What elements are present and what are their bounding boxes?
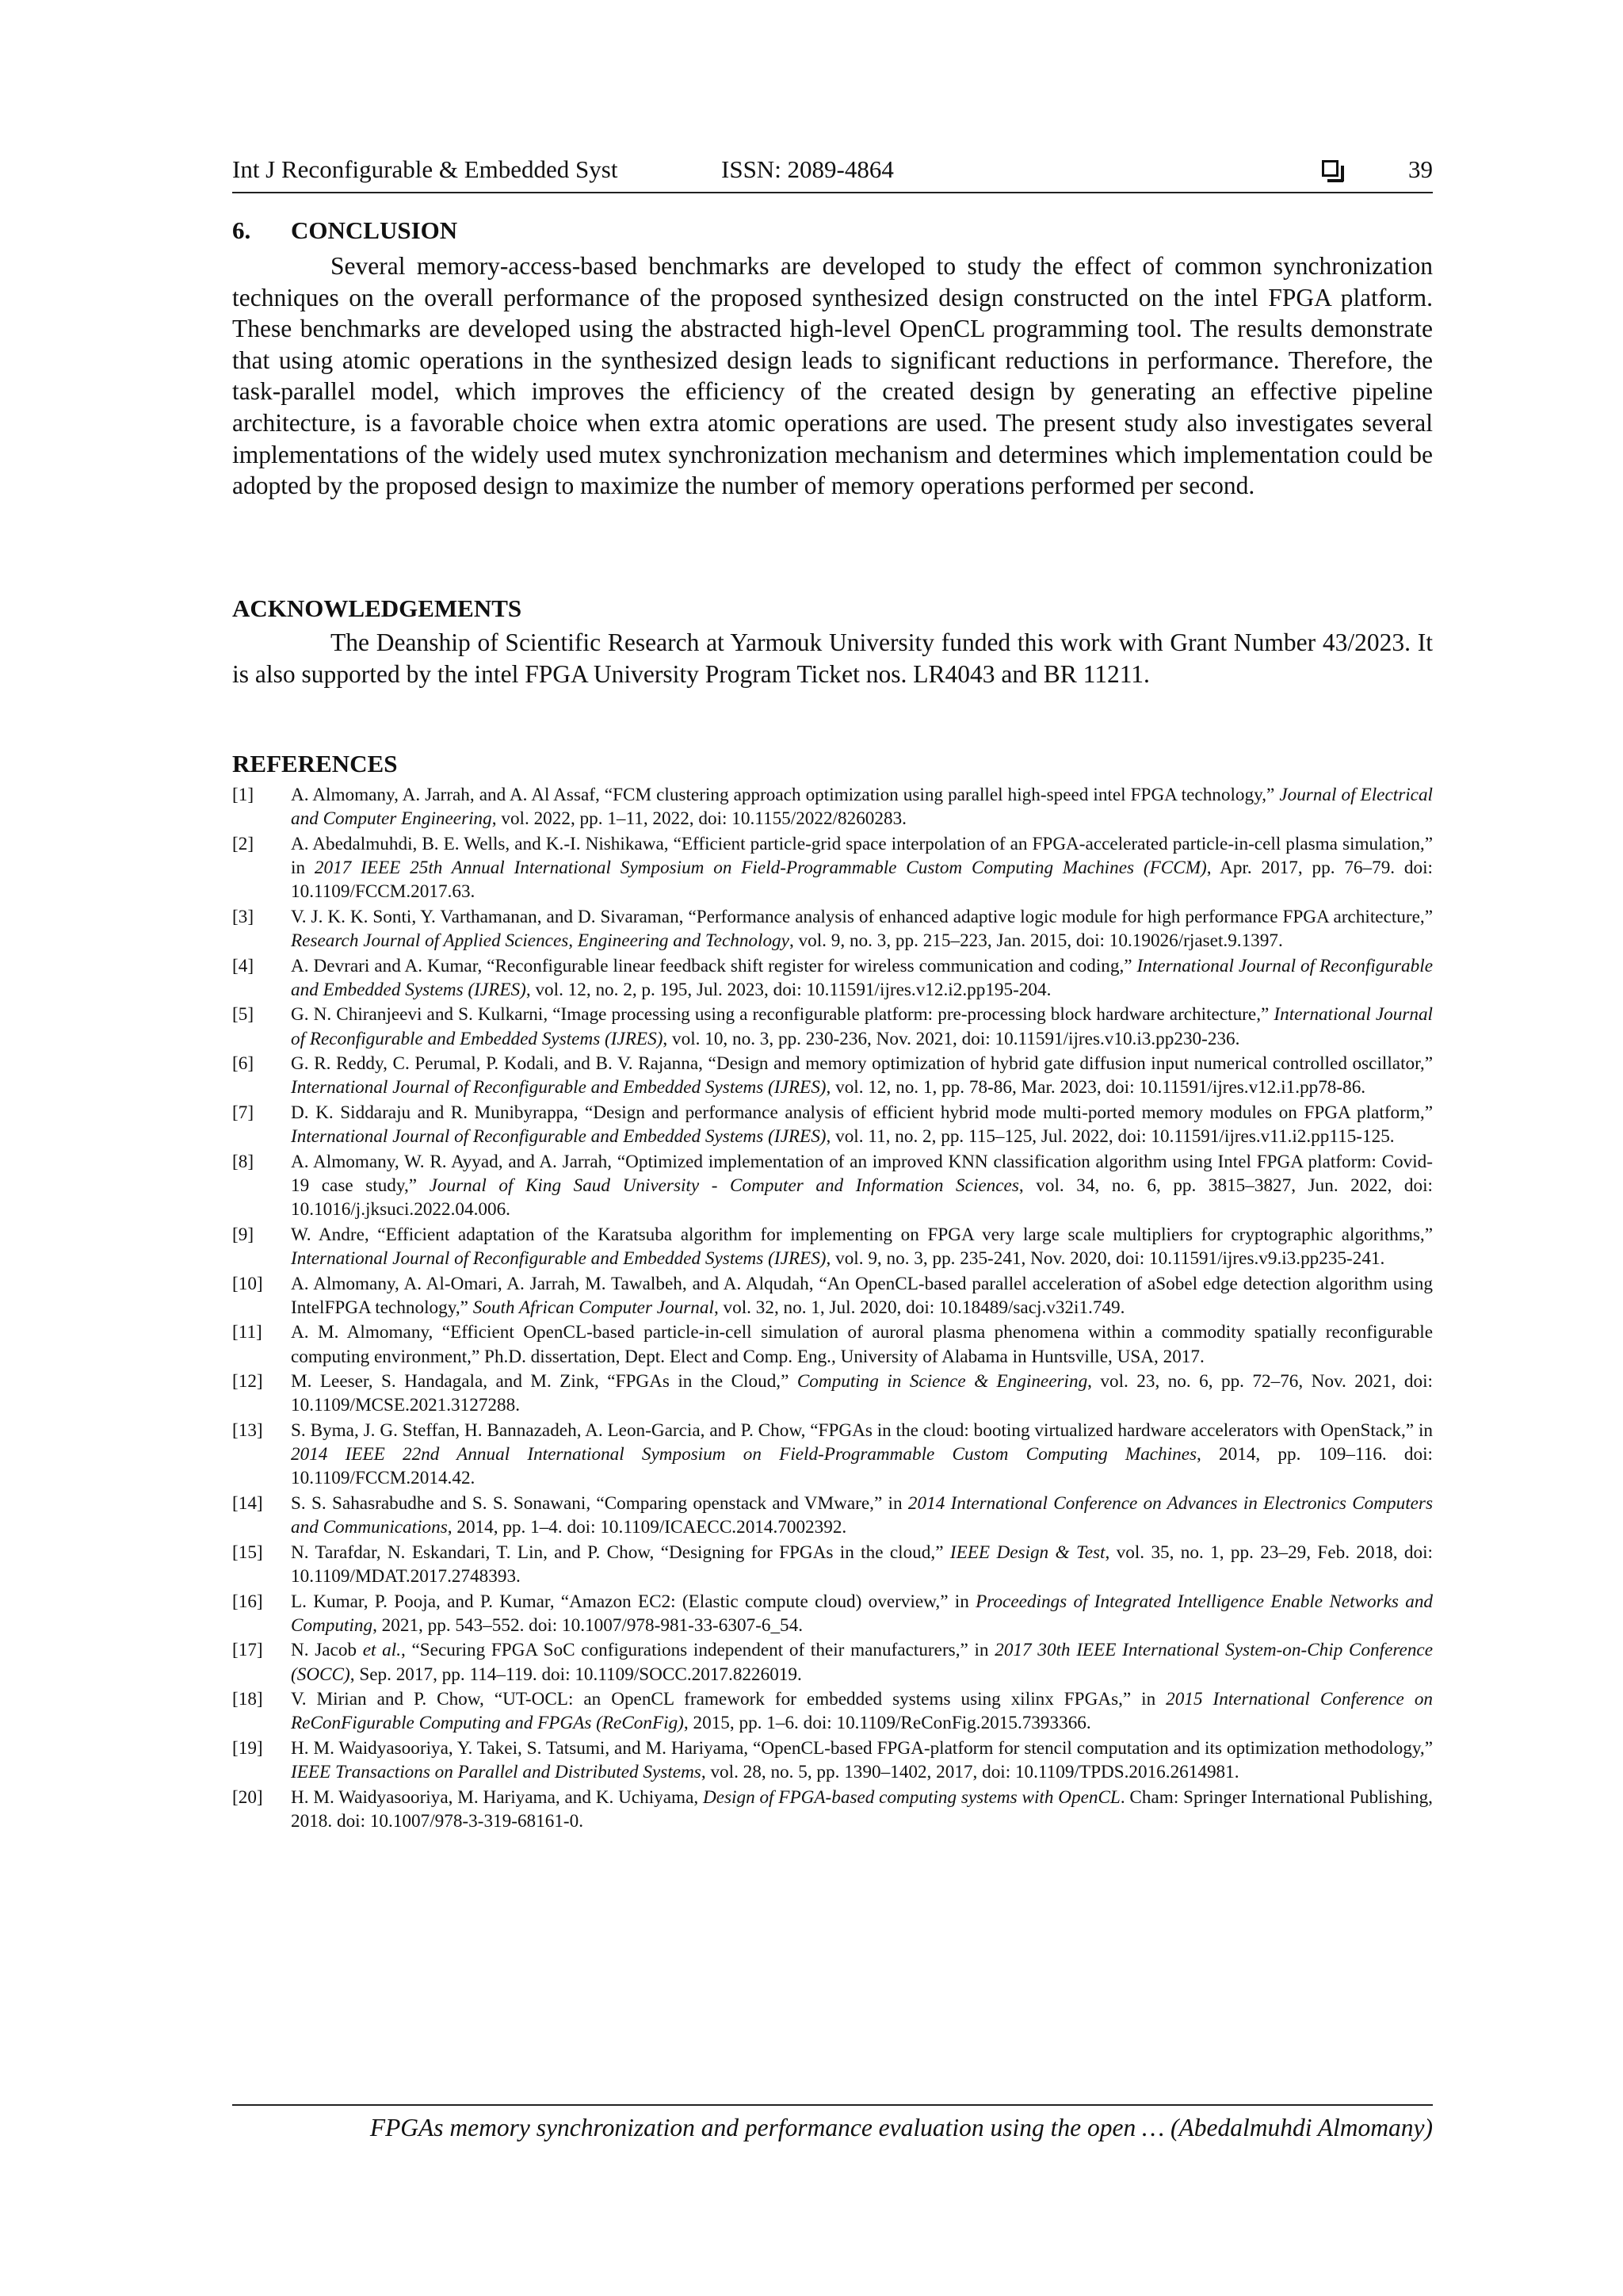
references-heading: REFERENCES: [232, 750, 398, 777]
reference-venue: IEEE Transactions on Parallel and Distributed Systems: [291, 1762, 701, 1783]
reference-venue: Research Journal of Applied Sciences, Engineering and Technology: [291, 930, 789, 951]
reference-number: [15]: [232, 1541, 263, 1563]
reference-venue: Computing in Science & Engineering: [796, 1371, 1088, 1392]
reference-number: [20]: [232, 1786, 263, 1808]
conclusion-paragraph: Several memory-access-based benchmarks are developed to study the effect of common synchronization techniques on the overall performance of the proposed synthesized design constructed on the intel FPGA platform. These benchmarks are developed using the abstracted high-level OpenCL programming tool. The results demonstrate that using atomic operations in the synthesized design leads to significant reductions in performance. Therefore, the task-parallel model, which improves the efficiency of the created design by generating an effective pipeline architecture, is a favorable choice when extra atomic operations are used. The present study also investigates several implementations of the widely used mutex synchronization mechanism and determines which implementation could be adopted by the proposed design to maximize the number of memory operations performed per second.: [232, 252, 1433, 500]
reference-venue: 2017 IEEE 25th Annual International Symposium on Field-Programmable Custom Computing Machines (FCCM): [314, 858, 1207, 878]
reference-details: , 2015, pp. 1–6. doi: 10.1109/ReConFig.2015.7393366.: [683, 1713, 1091, 1734]
reference-number: [4]: [232, 955, 254, 976]
reference-details: , 2021, pp. 543–552. doi: 10.1007/978-981-33-6307-6_54.: [372, 1614, 804, 1636]
reference-item: [232, 1370, 1433, 1417]
reference-item: [232, 1003, 1433, 1050]
reference-number: [11]: [232, 1322, 262, 1343]
reference-item: [232, 1638, 1433, 1686]
reference-text: H. M. Waidyasooriya, M. Hariyama, and K. Uchiyama,: [291, 1786, 703, 1808]
reference-details: , vol. 23, no. 6, pp. 72–76, Nov. 2021, doi: 10.1109/MCSE.2021.3127288.: [291, 1371, 1433, 1416]
reference-text: A. Abedalmuhdi, B. E. Wells, and K.-I. Nishikawa, “Efficient particle-grid space interpolation of an FPGA-accelerated particle-in-cell plasma simulation,” in: [291, 833, 1433, 878]
reference-item: [232, 1419, 1433, 1491]
reference-venue: Journal of King Saud University - Computer and Information Sciences: [429, 1175, 1019, 1196]
reference-details: , 2014, pp. 1–4. doi: 10.1109/ICAECC.2014.7002392.: [447, 1517, 847, 1538]
reference-venue: International Journal of Reconfigurable and Embedded Systems (IJRES): [291, 1126, 827, 1148]
reference-text: A. Almomany, A. Jarrah, and A. Al Assaf, “FCM clustering approach optimization using parallel high-speed intel FPGA technology,”: [291, 785, 1280, 805]
reference-number: [19]: [232, 1737, 263, 1759]
reference-item: [232, 832, 1433, 904]
reference-text: M. Leeser, S. Handagala, and M. Zink, “FPGAs in the Cloud,”: [291, 1371, 797, 1392]
reference-item: [232, 1272, 1433, 1320]
reference-venue: 2017 30th IEEE International System-on-Chip Conference (SOCC): [291, 1640, 1433, 1685]
reference-item: [232, 1492, 1433, 1539]
reference-item: [232, 1541, 1433, 1588]
reference-text: H. M. Waidyasooriya, Y. Takei, S. Tatsumi, and M. Hariyama, “OpenCL-based FPGA-platform for stencil computation and its optimization methodology,”: [291, 1737, 1433, 1759]
reference-details: , Apr. 2017, pp. 76–79. doi: 10.1109/FCCM.2017.63.: [291, 858, 1433, 903]
reference-number: [1]: [232, 785, 254, 805]
reference-number: [16]: [232, 1591, 263, 1612]
reference-text: A. M. Almomany, “Efficient OpenCL-based particle-in-cell simulation of auroral plasma phenomena within a commodity spatially reconfigurable computing environment,” Ph.D. dissertation, Dept. Elect and Comp. Eng., University of Alabama in Huntsville, USA, 2017.: [291, 1322, 1433, 1367]
reference-text: D. K. Siddaraju and R. Munibyrappa, “Design and performance analysis of efficient hybrid mode multi-ported memory modules on FPGA platform,”: [291, 1102, 1433, 1123]
reference-details: , vol. 34, no. 6, pp. 3815–3827, Jun. 2022, doi: 10.1016/j.jksuci.2022.04.006.: [291, 1175, 1434, 1221]
reference-venue: International Journal of Reconfigurable and Embedded Systems (IJRES): [291, 955, 1433, 1000]
reference-item: [232, 1736, 1433, 1784]
reference-venue: 2014 IEEE 22nd Annual International Symposium on Field-Programmable Custom Computing Machines: [291, 1444, 1197, 1465]
header-page-number: 39: [1408, 155, 1433, 183]
reference-item: [232, 783, 1433, 831]
running-header: [232, 155, 1433, 193]
reference-text: S. S. Sahasrabudhe and S. S. Sonawani, “Comparing openstack and VMware,” in: [291, 1492, 908, 1514]
reference-details: , Sep. 2017, pp. 114–119. doi: 10.1109/SOCC.2017.8226019.: [349, 1664, 802, 1685]
reference-text: G. R. Reddy, C. Perumal, P. Kodali, and B. V. Rajanna, “Design and memory optimization of hybrid gate diffusion input numerical controlled oscillator,”: [291, 1053, 1433, 1075]
reference-item: [232, 1150, 1433, 1222]
reference-text: V. Mirian and P. Chow, “UT-OCL: an OpenCL framework for embedded systems using xilinx FPGAs,” in: [291, 1689, 1167, 1710]
reference-number: [9]: [232, 1224, 254, 1245]
reference-list: [232, 783, 1433, 1835]
acknowledgements-paragraph: The Deanship of Scientific Research at Yarmouk University funded this work with Grant Number 43/2023. It is also supported by the intel FPGA University Program Ticket nos. LR4043 and BR 11211.: [232, 628, 1433, 688]
reference-number: [18]: [232, 1689, 263, 1710]
reference-number: [12]: [232, 1371, 263, 1392]
reference-number: [7]: [232, 1102, 254, 1123]
reference-venue: South African Computer Journal: [472, 1297, 714, 1318]
reference-text: A. Almomany, A. Al-Omari, A. Jarrah, M. Tawalbeh, and A. Alqudah, “An OpenCL-based parallel acceleration of aSobel edge detection algorithm using IntelFPGA technology,”: [291, 1273, 1433, 1318]
reference-venue: International Journal of Reconfigurable and Embedded Systems (IJRES): [291, 1077, 827, 1098]
conclusion-number: 6.: [232, 216, 251, 244]
reference-number: [10]: [232, 1273, 263, 1294]
reference-details: . Cham: Springer International Publishing, 2018. doi: 10.1007/978-3-319-68161-0.: [291, 1786, 1433, 1832]
reference-number: [6]: [232, 1053, 254, 1075]
conclusion-title: CONCLUSION: [291, 216, 458, 244]
reference-venue: IEEE Design & Test: [949, 1541, 1106, 1563]
reference-details: , vol. 9, no. 3, pp. 215–223, Jan. 2015, doi: 10.19026/rjaset.9.1397.: [789, 930, 1283, 951]
reference-details: , vol. 12, no. 2, p. 195, Jul. 2023, doi: 10.11591/ijres.v12.i2.pp195-204.: [525, 979, 1052, 1000]
reference-item: [232, 1786, 1433, 1833]
reference-text: A. Almomany, W. R. Ayyad, and A. Jarrah, “Optimized implementation of an improved KNN classification algorithm using Intel FPGA platform: Covid-19 case study,”: [291, 1151, 1433, 1196]
reference-text: N. Tarafdar, N. Eskandari, T. Lin, and P. Chow, “Designing for FPGAs in the cloud,”: [291, 1541, 950, 1563]
reference-item: [232, 1223, 1433, 1270]
reference-item: [232, 905, 1433, 953]
reference-number: [13]: [232, 1419, 263, 1441]
reference-details: , 2014, pp. 109–116. doi: 10.1109/FCCM.2014.42.: [291, 1444, 1433, 1489]
reference-text: A. Devrari and A. Kumar, “Reconfigurable linear feedback shift register for wireless communication and coding,”: [291, 955, 1137, 976]
reference-details: , vol. 12, no. 1, pp. 78-86, Mar. 2023, doi: 10.11591/ijres.v12.i1.pp78-86.: [826, 1077, 1366, 1098]
reference-item: [232, 1101, 1433, 1148]
reference-item: [232, 954, 1433, 1002]
reference-venue: Design of FPGA-based computing systems with OpenCL: [702, 1786, 1121, 1808]
reference-venue: Proceedings of Integrated Intelligence Enable Networks and Computing: [291, 1591, 1434, 1636]
reference-number: [17]: [232, 1640, 263, 1661]
footer-title: FPGAs memory synchronization and performance evaluation using the open … (Abedalmuhdi Almomany): [369, 2114, 1433, 2141]
reference-item: [232, 1320, 1433, 1368]
header-journal-name: Int J Reconfigurable & Embedded Syst: [232, 155, 618, 183]
reference-venue: et al.: [362, 1640, 401, 1661]
reference-number: [8]: [232, 1151, 254, 1172]
reference-details: , vol. 28, no. 5, pp. 1390–1402, 2017, doi: 10.1109/TPDS.2016.2614981.: [701, 1762, 1239, 1783]
reference-number: [3]: [232, 906, 254, 927]
reference-details: , vol. 9, no. 3, pp. 235-241, Nov. 2020, doi: 10.11591/ijres.v9.i3.pp235-241.: [826, 1247, 1385, 1269]
reference-venue: 2015 International Conference on ReConFigurable Computing and FPGAs (ReConFig): [291, 1689, 1434, 1734]
reference-number: [14]: [232, 1492, 263, 1514]
conclusion-heading: [232, 216, 457, 245]
reference-item: [232, 1687, 1433, 1735]
reference-details: , vol. 32, no. 1, Jul. 2020, doi: 10.18489/sacj.v32i1.749.: [713, 1297, 1125, 1318]
reference-details: , “Securing FPGA SoC configurations independent of their manufacturers,” in: [401, 1640, 995, 1661]
reference-item: [232, 1052, 1433, 1099]
reference-details: , vol. 2022, pp. 1–11, 2022, doi: 10.1155/2022/8260283.: [491, 808, 907, 830]
reference-text: V. J. K. K. Sonti, Y. Varthamanan, and D. Sivaraman, “Performance analysis of enhanced adaptive logic module for high performance FPGA architecture,”: [291, 906, 1433, 927]
reference-text: G. N. Chiranjeevi and S. Kulkarni, “Image processing using a reconfigurable platform: pre-processing block hardware architecture,”: [291, 1004, 1274, 1026]
reference-number: [5]: [232, 1004, 254, 1026]
reference-item: [232, 1590, 1433, 1637]
checkbox-square-icon: [1322, 160, 1338, 177]
reference-venue: 2014 International Conference on Advances in Electronics Computers and Communications: [291, 1492, 1433, 1538]
reference-text: W. Andre, “Efficient adaptation of the Karatsuba algorithm for implementing on FPGA very large scale multipliers for cryptographic algorithms,”: [291, 1224, 1433, 1245]
reference-details: , vol. 35, no. 1, pp. 23–29, Feb. 2018, doi: 10.1109/MDAT.2017.2748393.: [291, 1541, 1433, 1587]
acknowledgements-heading: ACKNOWLEDGEMENTS: [232, 594, 522, 622]
reference-text: S. Byma, J. G. Steffan, H. Bannazadeh, A. Leon-Garcia, and P. Chow, “FPGAs in the cloud: booting virtualized hardware accelerators with OpenStack,” in: [291, 1419, 1433, 1441]
reference-text: L. Kumar, P. Pooja, and P. Kumar, “Amazon EC2: (Elastic compute cloud) overview,” in: [291, 1591, 976, 1612]
reference-number: [2]: [232, 833, 254, 854]
reference-venue: Journal of Electrical and Computer Engineering: [291, 785, 1433, 830]
reference-details: , vol. 10, no. 3, pp. 230-236, Nov. 2021, doi: 10.11591/ijres.v10.i3.pp230-236.: [663, 1028, 1240, 1049]
running-footer: [232, 2104, 1433, 2141]
reference-venue: International Journal of Reconfigurable and Embedded Systems (IJRES): [291, 1004, 1433, 1049]
reference-text: N. Jacob: [291, 1640, 363, 1661]
header-issn: ISSN: 2089-4864: [721, 155, 894, 183]
reference-venue: International Journal of Reconfigurable and Embedded Systems (IJRES): [291, 1247, 827, 1269]
reference-details: , vol. 11, no. 2, pp. 115–125, Jul. 2022, doi: 10.11591/ijres.v11.i2.pp115-125.: [826, 1126, 1395, 1148]
